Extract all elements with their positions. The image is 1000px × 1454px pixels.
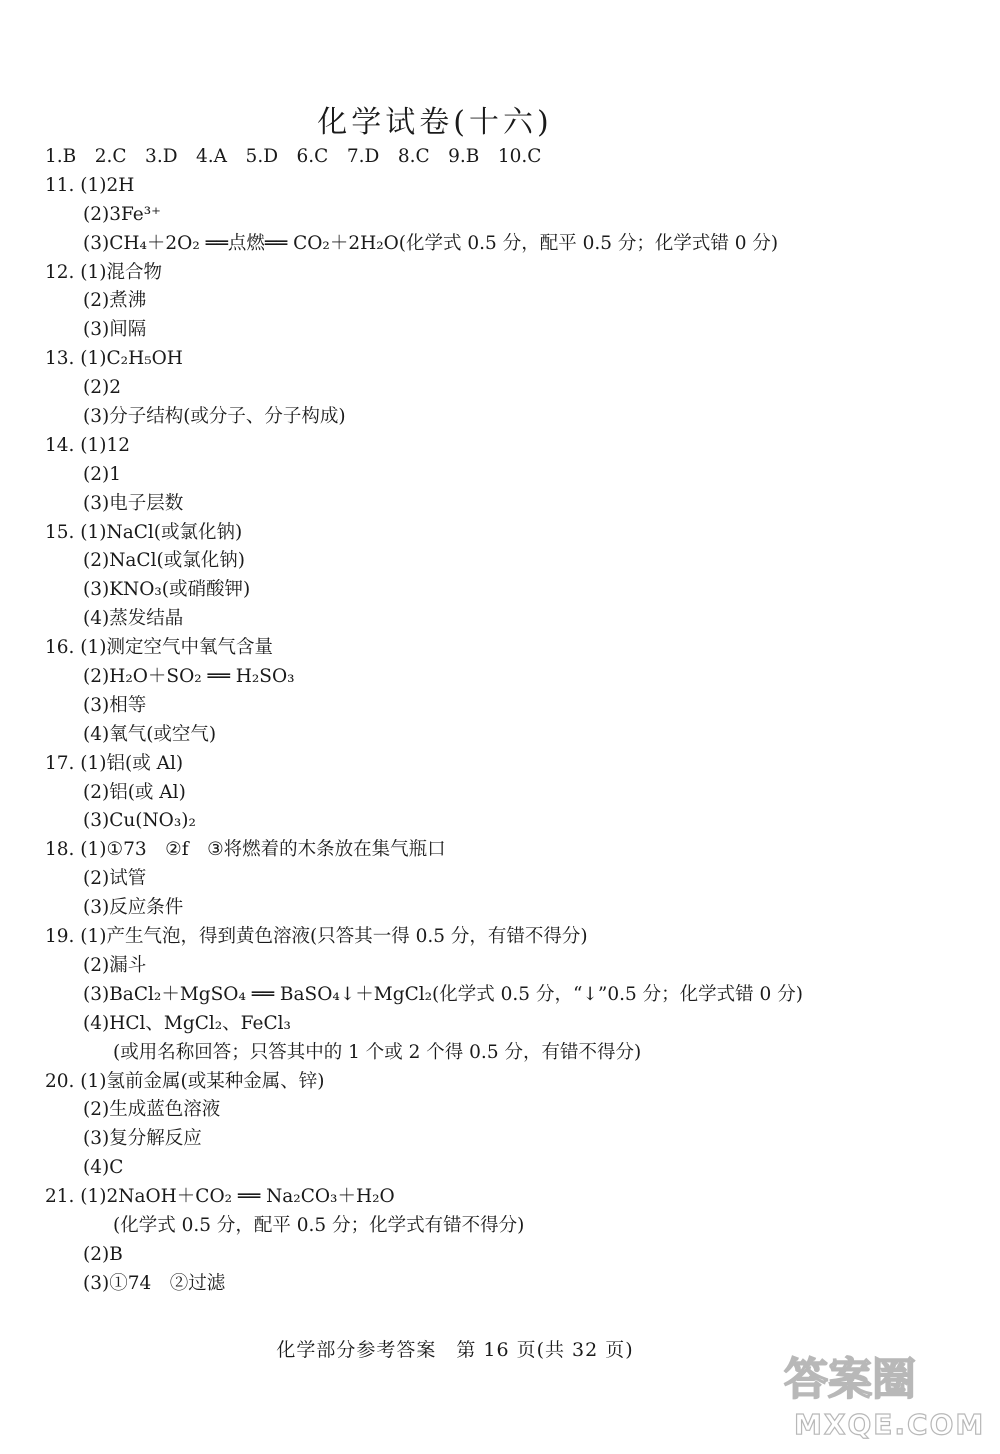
answer-line: 13. (1)C₂H₅OH [45,348,183,370]
answer-line: 19. (1)产生气泡，得到黄色溶液(只答其一得 0.5 分，有错不得分) [45,926,588,948]
answer-line: (3)BaCl₂＋MgSO₄ ══ BaSO₄↓＋MgCl₂(化学式 0.5 分，“↓”0.5 分；化学式错 0 分) [83,983,803,1005]
svg-text:答案圈: 答案圈 [784,1354,916,1405]
answer-line: 14. (1)12 [45,434,131,456]
answer-line: 17. (1)铝(或 Al) [45,752,184,774]
answer-list [45,143,955,1299]
answer-line: 15. (1)NaCl(或氯化钠) [45,521,243,543]
answer-line: (2)煮沸 [83,290,147,312]
answer-line: (化学式 0.5 分，配平 0.5 分；化学式有错不得分) [113,1214,525,1236]
answer-line: (3)①74 ②过滤 [83,1272,226,1294]
answer-line: 12. (1)混合物 [45,261,163,283]
answer-line: (3)复分解反应 [83,1128,202,1150]
answer-line: (3)分子结构(或分子、分子构成) [83,406,346,428]
answer-line: (2)NaCl(或氯化钠) [83,550,245,572]
answer-line: (3)KNO₃(或硝酸钾) [83,579,251,601]
answer-line: 21. (1)2NaOH＋CO₂ ══ Na₂CO₃＋H₂O [45,1186,395,1208]
answer-line: (4)氧气(或空气) [83,723,217,745]
answer-line: 11. (1)2H [45,174,135,196]
answer-line: 20. (1)氢前金属(或某种金属、锌) [45,1070,325,1092]
answer-line: (4)HCl、MgCl₂、FeCl₃ [83,1012,291,1034]
answer-line: (2)2 [83,377,121,399]
answer-line: (2)B [83,1243,123,1265]
answer-line: (3)间隔 [83,319,147,341]
answer-line: (3)相等 [83,694,147,716]
answer-line: (2)铝(或 Al) [83,781,186,803]
answer-line: (2)H₂O＋SO₂ ══ H₂SO₃ [83,666,295,688]
page-footer: 化学部分参考答案 第 16 页(共 32 页) [276,1339,634,1361]
watermark-logo [776,1339,986,1444]
answer-line: (3)电子层数 [83,492,184,514]
answer-line: (2)生成蓝色溶液 [83,1099,221,1121]
svg-text:MXQE.COM: MXQE.COM [794,1408,986,1441]
answer-line: (2)1 [83,463,121,485]
answer-line: (或用名称回答；只答其中的 1 个或 2 个得 0.5 分，有错不得分) [113,1041,642,1063]
answer-line: (3)CH₄＋2O₂ ══点燃══ CO₂＋2H₂O(化学式 0.5 分，配平 0.5 分；化学式错 0 分) [83,232,779,254]
answer-line: (4)蒸发结晶 [83,608,184,630]
answer-line: (4)C [83,1157,124,1179]
answer-line: (2)3Fe³⁺ [83,203,161,225]
answer-line: 18. (1)①73 ②f ③将燃着的木条放在集气瓶口 [45,839,446,861]
page-title: 化学试卷(十六) [317,105,553,140]
answer-line: 1.B 2.C 3.D 4.A 5.D 6.C 7.D 8.C 9.B 10.C [45,146,542,167]
answer-line: (2)漏斗 [83,954,147,976]
answer-line: (2)试管 [83,868,147,890]
answer-line: (3)Cu(NO₃)₂ [83,810,196,832]
answer-line: 16. (1)测定空气中氧气含量 [45,637,274,659]
answer-line: (3)反应条件 [83,897,184,919]
